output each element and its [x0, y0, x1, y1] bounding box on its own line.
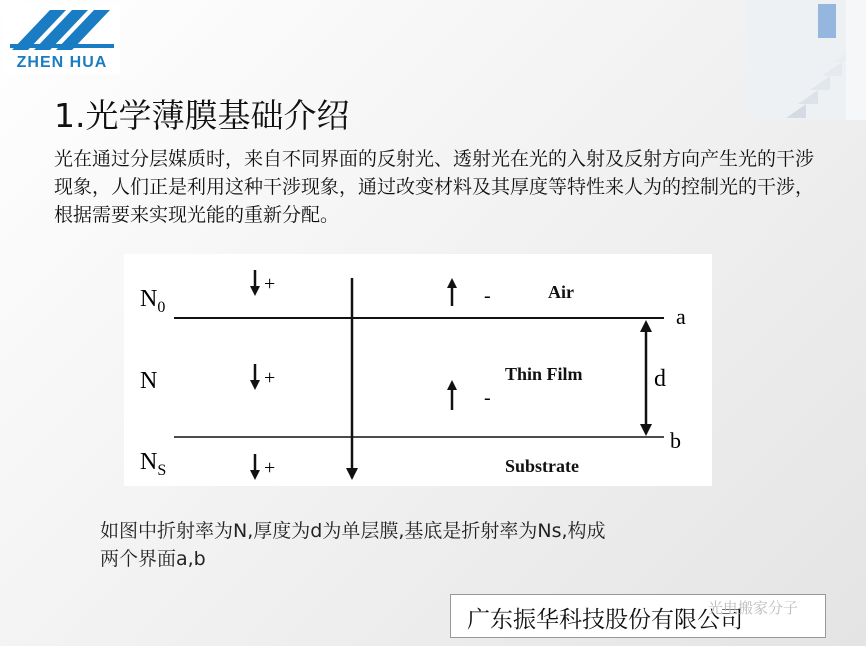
diagram-caption	[100, 517, 760, 573]
plus-sign-ns: +	[264, 457, 276, 479]
minus-sign-air: -	[484, 285, 491, 307]
label-n0: $N_0$	[140, 286, 166, 316]
up-arrow-film	[447, 380, 457, 410]
minus-sign-film: -	[484, 387, 491, 409]
up-arrow-air	[447, 278, 457, 306]
thickness-arrow-top	[640, 320, 652, 332]
label-substrate: Substrate	[505, 456, 580, 476]
staircase-decoration	[746, 0, 866, 120]
label-ns: $N_S$	[140, 449, 167, 479]
plus-sign-n: +	[264, 367, 276, 389]
thickness-arrow-bottom	[640, 424, 652, 436]
logo-mark	[4, 4, 120, 54]
intro-paragraph: 光在通过分层媒质时，来自不同界面的反射光、透射光在光的入射及反射方向产生光的干涉现象，人们正是利用这种干涉现象，通过改变材料及其厚度等特性来人为的控制光的干涉，根据需要来实现光能的重新分配。	[54, 148, 815, 226]
watermark-text: 光电搬家分子	[708, 599, 799, 617]
label-n: N	[140, 368, 158, 394]
footer-company-name: 广东振华科技股份有限公司	[467, 607, 743, 633]
plus-sign-n0: +	[264, 273, 276, 295]
thin-film-diagram	[124, 254, 712, 486]
vertical-ray-arrowhead	[346, 468, 358, 480]
company-logo	[4, 4, 120, 74]
logo-text: ZHEN HUA	[16, 54, 108, 71]
label-air: Air	[548, 282, 574, 302]
slide-title: 1.光学薄膜基础介绍	[54, 96, 350, 135]
caption-line-2: 两个界面a,b	[100, 548, 206, 570]
label-d: d	[654, 366, 666, 392]
label-a: a	[676, 304, 686, 329]
down-arrow-n	[250, 364, 260, 390]
down-arrow-n0	[250, 270, 260, 296]
caption-line-1: 如图中折射率为N,厚度为d为单层膜,基底是折射率为Ns,构成	[100, 520, 606, 542]
label-thin-film: Thin Film	[505, 364, 583, 384]
down-arrow-ns	[250, 454, 260, 480]
label-b: b	[670, 428, 681, 453]
